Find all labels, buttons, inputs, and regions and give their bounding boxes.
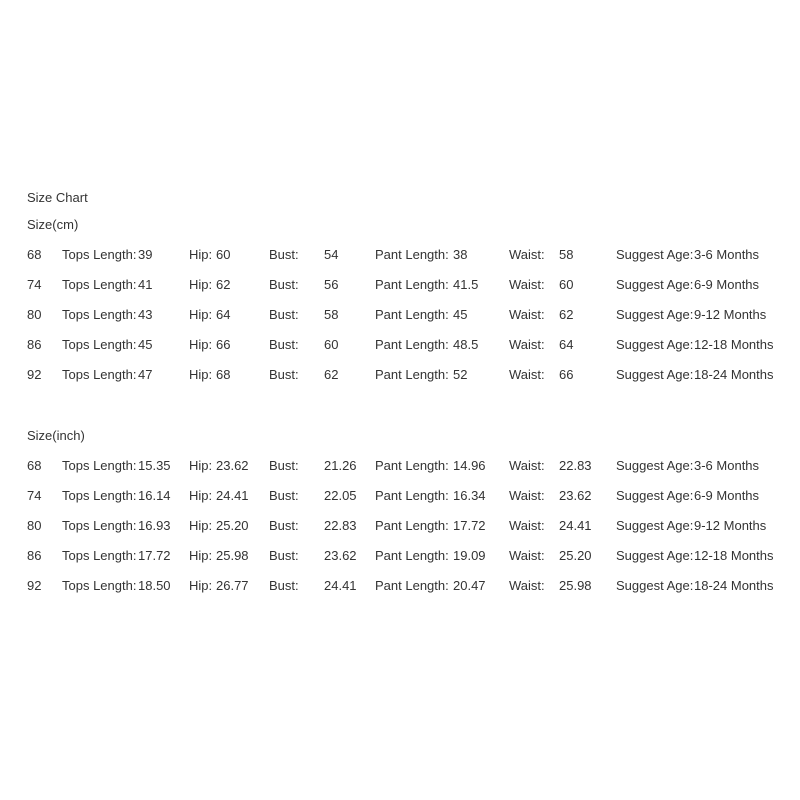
waist-label: Waist:: [509, 366, 545, 382]
size-row: [0, 269, 800, 299]
hip-value: 64: [216, 306, 231, 322]
size-value: 80: [27, 306, 42, 322]
hip-label: Hip:: [189, 276, 213, 292]
size-table-cm: [0, 239, 800, 389]
bust-label: Bust:: [269, 457, 299, 473]
bust-value: 22.83: [324, 517, 357, 533]
bust-value: 54: [324, 246, 339, 262]
size-value: 68: [27, 457, 42, 473]
waist-label: Waist:: [509, 547, 545, 563]
suggest-age-label: Suggest Age:: [616, 336, 694, 352]
pant-length-value: 45: [453, 306, 468, 322]
bust-label: Bust:: [269, 487, 299, 503]
size-value: 74: [27, 487, 42, 503]
waist-value: 25.98: [559, 577, 592, 593]
tops-length-value: 16.93: [138, 517, 171, 533]
tops-length-value: 43: [138, 306, 153, 322]
waist-label: Waist:: [509, 306, 545, 322]
pant-length-label: Pant Length:: [375, 517, 449, 533]
section-heading-cm: Size(cm): [27, 216, 79, 232]
size-row: [0, 510, 800, 540]
pant-length-label: Pant Length:: [375, 306, 449, 322]
tops-length-label: Tops Length:: [62, 336, 137, 352]
waist-label: Waist:: [509, 487, 545, 503]
tops-length-label: Tops Length:: [62, 547, 137, 563]
bust-label: Bust:: [269, 246, 299, 262]
pant-length-label: Pant Length:: [375, 366, 449, 382]
waist-label: Waist:: [509, 276, 545, 292]
waist-value: 24.41: [559, 517, 592, 533]
tops-length-value: 41: [138, 276, 153, 292]
bust-value: 22.05: [324, 487, 357, 503]
bust-value: 23.62: [324, 547, 357, 563]
waist-value: 66: [559, 366, 574, 382]
suggest-age-value: 6-9 Months: [694, 276, 760, 292]
tops-length-label: Tops Length:: [62, 457, 137, 473]
waist-label: Waist:: [509, 457, 545, 473]
suggest-age-value: 3-6 Months: [694, 457, 760, 473]
tops-length-value: 18.50: [138, 577, 171, 593]
pant-length-label: Pant Length:: [375, 547, 449, 563]
bust-label: Bust:: [269, 547, 299, 563]
pant-length-value: 48.5: [453, 336, 479, 352]
suggest-age-label: Suggest Age:: [616, 276, 694, 292]
hip-label: Hip:: [189, 457, 213, 473]
pant-length-label: Pant Length:: [375, 487, 449, 503]
bust-label: Bust:: [269, 336, 299, 352]
size-value: 92: [27, 366, 42, 382]
size-table-inch: [0, 450, 800, 600]
waist-label: Waist:: [509, 336, 545, 352]
bust-label: Bust:: [269, 366, 299, 382]
pant-length-value: 14.96: [453, 457, 486, 473]
size-value: 86: [27, 336, 42, 352]
hip-value: 26.77: [216, 577, 249, 593]
hip-value: 24.41: [216, 487, 249, 503]
suggest-age-value: 6-9 Months: [694, 487, 760, 503]
pant-length-value: 38: [453, 246, 468, 262]
pant-length-label: Pant Length:: [375, 336, 449, 352]
size-value: 92: [27, 577, 42, 593]
suggest-age-label: Suggest Age:: [616, 547, 694, 563]
tops-length-label: Tops Length:: [62, 487, 137, 503]
section-heading-inch: Size(inch): [27, 427, 85, 443]
tops-length-label: Tops Length:: [62, 577, 137, 593]
bust-label: Bust:: [269, 306, 299, 322]
size-value: 74: [27, 276, 42, 292]
waist-label: Waist:: [509, 517, 545, 533]
suggest-age-value: 12-18 Months: [694, 547, 774, 563]
tops-length-value: 16.14: [138, 487, 171, 503]
tops-length-label: Tops Length:: [62, 366, 137, 382]
bust-value: 24.41: [324, 577, 357, 593]
hip-value: 66: [216, 336, 231, 352]
tops-length-value: 17.72: [138, 547, 171, 563]
hip-label: Hip:: [189, 246, 213, 262]
suggest-age-value: 18-24 Months: [694, 577, 774, 593]
size-row: [0, 480, 800, 510]
size-value: 86: [27, 547, 42, 563]
suggest-age-label: Suggest Age:: [616, 246, 694, 262]
pant-length-label: Pant Length:: [375, 276, 449, 292]
waist-value: 25.20: [559, 547, 592, 563]
pant-length-value: 16.34: [453, 487, 486, 503]
hip-value: 23.62: [216, 457, 249, 473]
suggest-age-value: 18-24 Months: [694, 366, 774, 382]
size-value: 68: [27, 246, 42, 262]
tops-length-label: Tops Length:: [62, 306, 137, 322]
suggest-age-label: Suggest Age:: [616, 457, 694, 473]
tops-length-label: Tops Length:: [62, 517, 137, 533]
hip-value: 68: [216, 366, 231, 382]
tops-length-value: 45: [138, 336, 153, 352]
pant-length-label: Pant Length:: [375, 457, 449, 473]
tops-length-value: 47: [138, 366, 153, 382]
size-row: [0, 570, 800, 600]
hip-label: Hip:: [189, 306, 213, 322]
pant-length-value: 17.72: [453, 517, 486, 533]
size-value: 80: [27, 517, 42, 533]
suggest-age-label: Suggest Age:: [616, 577, 694, 593]
size-row: [0, 450, 800, 480]
hip-label: Hip:: [189, 577, 213, 593]
bust-label: Bust:: [269, 577, 299, 593]
tops-length-value: 39: [138, 246, 153, 262]
pant-length-value: 41.5: [453, 276, 479, 292]
suggest-age-label: Suggest Age:: [616, 517, 694, 533]
bust-value: 56: [324, 276, 339, 292]
waist-value: 62: [559, 306, 574, 322]
waist-value: 64: [559, 336, 574, 352]
pant-length-value: 52: [453, 366, 468, 382]
bust-label: Bust:: [269, 517, 299, 533]
suggest-age-value: 3-6 Months: [694, 246, 760, 262]
hip-label: Hip:: [189, 366, 213, 382]
section-size-cm: [0, 209, 800, 389]
suggest-age-label: Suggest Age:: [616, 366, 694, 382]
hip-value: 60: [216, 246, 231, 262]
waist-label: Waist:: [509, 577, 545, 593]
tops-length-label: Tops Length:: [62, 246, 137, 262]
waist-value: 23.62: [559, 487, 592, 503]
hip-value: 25.20: [216, 517, 249, 533]
bust-value: 62: [324, 366, 339, 382]
hip-label: Hip:: [189, 336, 213, 352]
size-row: [0, 329, 800, 359]
suggest-age-value: 9-12 Months: [694, 306, 767, 322]
hip-label: Hip:: [189, 517, 213, 533]
size-row: [0, 540, 800, 570]
suggest-age-label: Suggest Age:: [616, 487, 694, 503]
bust-value: 58: [324, 306, 339, 322]
suggest-age-value: 9-12 Months: [694, 517, 767, 533]
suggest-age-value: 12-18 Months: [694, 336, 774, 352]
page-title: Size Chart: [27, 189, 88, 205]
waist-value: 58: [559, 246, 574, 262]
size-row: [0, 299, 800, 329]
bust-label: Bust:: [269, 276, 299, 292]
suggest-age-label: Suggest Age:: [616, 306, 694, 322]
bust-value: 21.26: [324, 457, 357, 473]
bust-value: 60: [324, 336, 339, 352]
waist-value: 22.83: [559, 457, 592, 473]
hip-value: 25.98: [216, 547, 249, 563]
hip-label: Hip:: [189, 487, 213, 503]
waist-label: Waist:: [509, 246, 545, 262]
size-row: [0, 239, 800, 269]
pant-length-value: 20.47: [453, 577, 486, 593]
tops-length-value: 15.35: [138, 457, 171, 473]
section-size-inch: [0, 420, 800, 600]
pant-length-value: 19.09: [453, 547, 486, 563]
pant-length-label: Pant Length:: [375, 246, 449, 262]
size-row: [0, 359, 800, 389]
pant-length-label: Pant Length:: [375, 577, 449, 593]
waist-value: 60: [559, 276, 574, 292]
hip-value: 62: [216, 276, 231, 292]
tops-length-label: Tops Length:: [62, 276, 137, 292]
hip-label: Hip:: [189, 547, 213, 563]
